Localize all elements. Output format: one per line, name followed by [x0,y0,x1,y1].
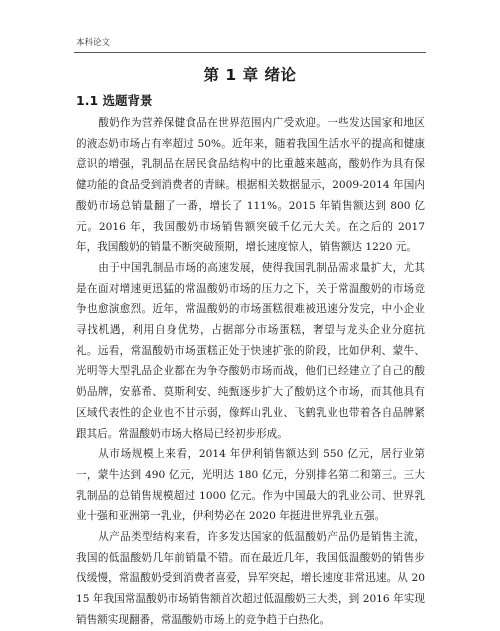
paragraph-3: 从市场规模上来看，2014 年伊利销售额达到 550 亿元，居行业第一，蒙牛达到 490 亿元，光明达 180 亿元，分别排名第二和第三。三大乳制品的总销售规模超过 1000 亿元。作为中国最大的乳业公司、世界乳业十强和亚洲第一乳业，伊利势必在 2020 年挺进世界乳业五强。 [76,448,425,523]
paragraph-1: 酸奶作为营养保健食品在世界范围内广受欢迎。一些发达国家和地区的液态奶市场占有率超过 50%。近年来，随着我国生活水平的提高和健康意识的增强，乳制品在居民食品结构中的比重越来越高，酸奶作为具有保健功能的食品受到消费者的青睐。根据相关数据显示，2009-2014 年国内酸奶市场总销量翻了一番，增长了 111%。2015 年销售额达到 800 亿元。2016 年，我国酸奶市场销售额突破千亿元大关。在之后的 2017 年，我国酸奶的销量不断突破预期，增长速度惊人，销售额达 1220 元。 [76,117,425,254]
chapter-title: 第 1 章 绪论 [203,66,297,84]
body-text [76,113,425,631]
running-header: 本科论文 [76,38,111,48]
paragraph-2: 由于中国乳制品市场的高速发展，使得我国乳制品需求量扩大，尤其是在面对增速更迅猛的常温酸奶市场的压力之下，关于常温酸奶的市场竞争也愈演愈烈。近年，常温酸奶的市场蛋糕很难被迅速分发完，中小企业寻找机遇，利用自身优势，占据部分市场蛋糕，奢望与龙头企业分庭抗礼。远看，常温酸奶市场蛋糕正处于快速扩张的阶段，比如伊利、蒙牛、光明等大型乳品企业都在为争夺酸奶市场而战，他们已经建立了自己的酸奶品牌，安慕希、莫斯利安、纯甄逐步扩大了酸奶这个市场，而其他具有区域代表性的企业也不甘示弱，像辉山乳业、飞鹤乳业也带着各自品牌紧跟其后。常温酸奶市场大格局已经初步形成。 [76,261,425,440]
section-title: 1.1 选题背景 [76,93,153,108]
paragraph-4: 从产品类型结构来看，许多发达国家的低温酸奶产品仍是销售主流，我国的低温酸奶几年前销量不错。而在最近几年，我国低温酸奶的销售步伐缓慢，常温酸奶受到消费者喜爱，异军突起，增长速度非常迅速。从 2015 年我国常温酸奶市场销售额首次超过低温酸奶三大类，到 2016 年实现销售额实现翻番，常温酸奶市场上的竞争趋于白热化。 [76,531,425,626]
header-rule [74,52,426,53]
